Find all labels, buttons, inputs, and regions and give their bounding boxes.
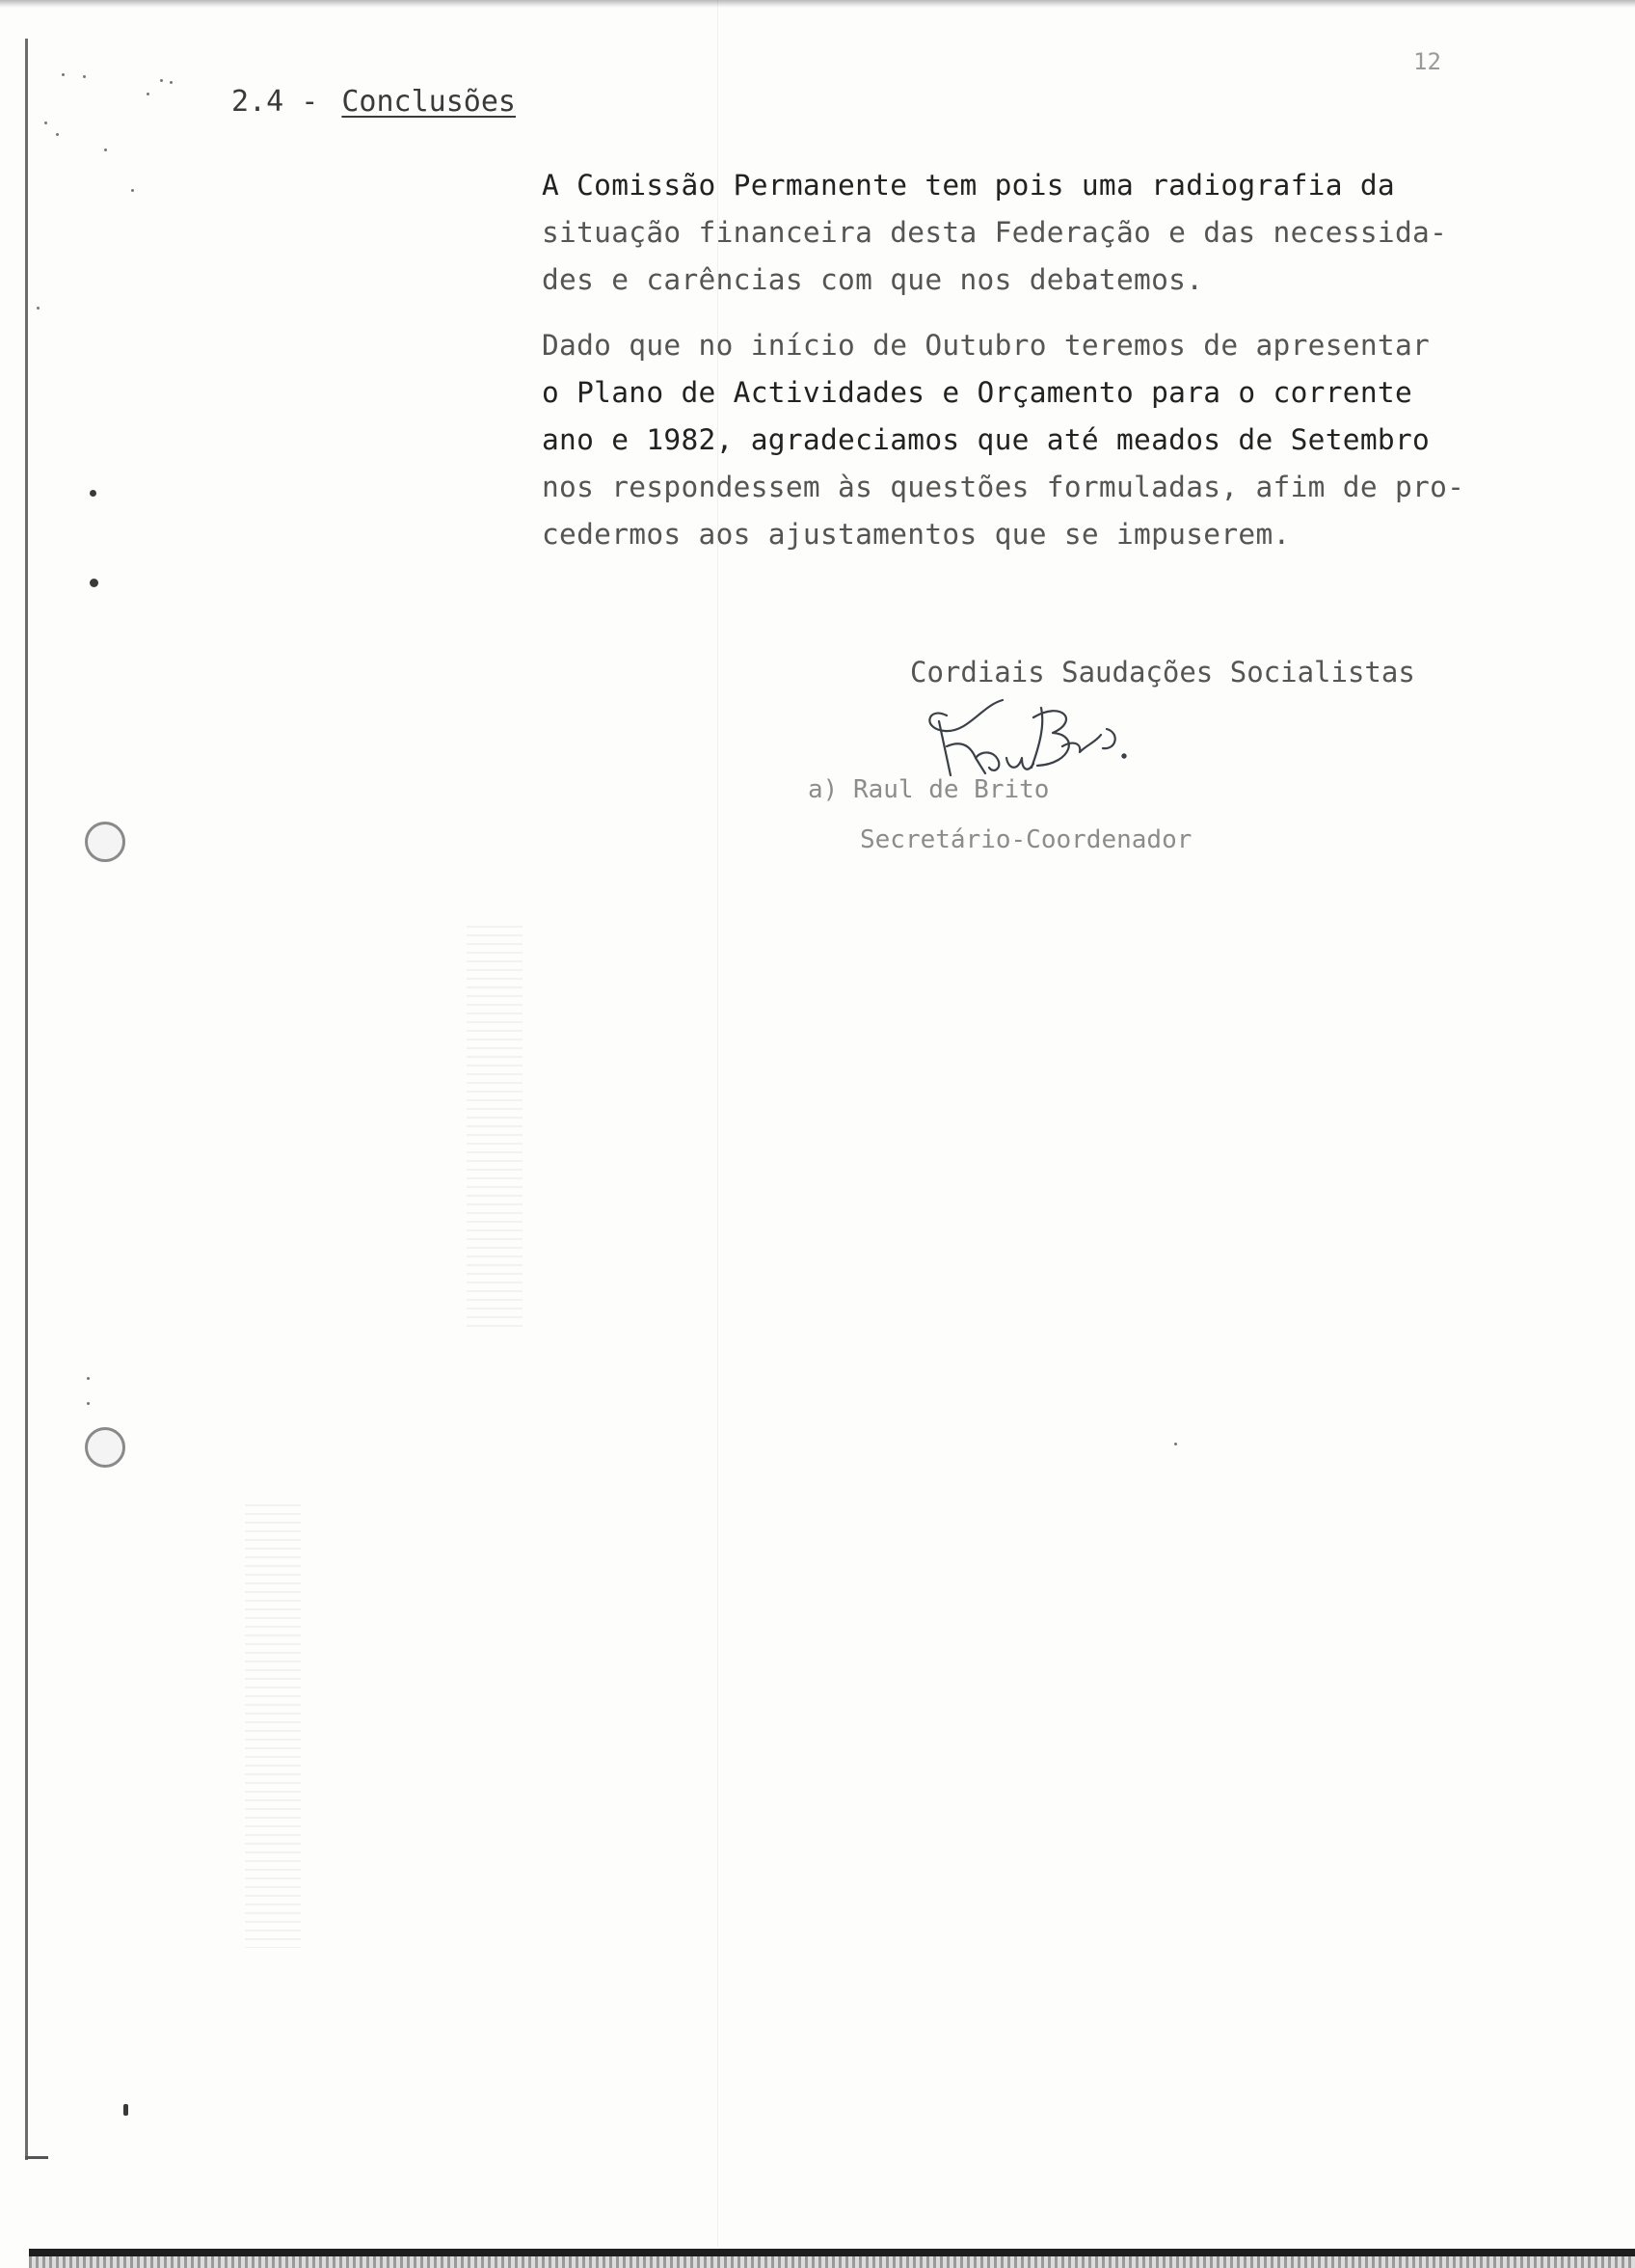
- speck-dot: [90, 579, 98, 587]
- paragraph-line: o Plano de Actividades e Orçamento para o corrente: [542, 376, 1413, 409]
- paragraph-line: ano e 1982, agradeciamos que até meados de Setembro: [542, 423, 1431, 456]
- paragraph-2: [542, 322, 1583, 558]
- bleed-through-column: [467, 926, 523, 1331]
- scan-bottom-noise: [29, 2256, 1635, 2268]
- speck: [131, 189, 134, 192]
- speck: [104, 148, 107, 151]
- section-title: Conclusões: [341, 85, 516, 119]
- closing-salutation: Cordiais Saudações Socialistas: [910, 656, 1415, 688]
- section-heading: [231, 85, 516, 119]
- speck: [56, 133, 59, 136]
- scan-left-edge-foot: [25, 2156, 48, 2159]
- punch-hole-icon: [85, 822, 125, 862]
- speck: [147, 93, 149, 95]
- paragraph-line: Dado que no início de Outubro teremos de apresentar: [542, 329, 1431, 362]
- scan-left-edge: [25, 39, 28, 2160]
- paragraph-line: des e carências com que nos debatemos.: [542, 263, 1204, 296]
- speck: [83, 75, 86, 78]
- paragraph-line: nos respondessem às questões formuladas, afim de pro-: [542, 471, 1465, 503]
- paragraph-line: cedermos aos ajustamentos que se impuserem.: [542, 518, 1291, 551]
- page-number: 12: [1413, 48, 1441, 75]
- speck-dot: [90, 490, 96, 497]
- speck: [1174, 1443, 1177, 1445]
- speck: [62, 73, 65, 76]
- paragraph-line: situação financeira desta Federação e das necessida-: [542, 216, 1448, 249]
- signer-name: a) Raul de Brito: [808, 775, 1050, 804]
- speck: [87, 1377, 90, 1380]
- speck: [87, 1402, 90, 1405]
- section-number: 2.4 -: [231, 85, 319, 119]
- speck: [160, 79, 163, 82]
- paragraph-1: [542, 162, 1583, 304]
- speck: [44, 122, 47, 124]
- scan-bottom-edge: [29, 2249, 1635, 2256]
- bleed-through-column: [245, 1504, 301, 1948]
- paragraph-line: A Comissão Permanente tem pois uma radiografia da: [542, 169, 1395, 202]
- handwritten-signature: [918, 687, 1139, 783]
- speck-dot: [123, 2104, 128, 2116]
- signer-role: Secretário-Coordenador: [860, 825, 1193, 854]
- punch-hole-icon: [85, 1427, 125, 1468]
- speck: [170, 81, 173, 84]
- speck: [37, 307, 40, 310]
- scan-top-edge: [0, 0, 1635, 8]
